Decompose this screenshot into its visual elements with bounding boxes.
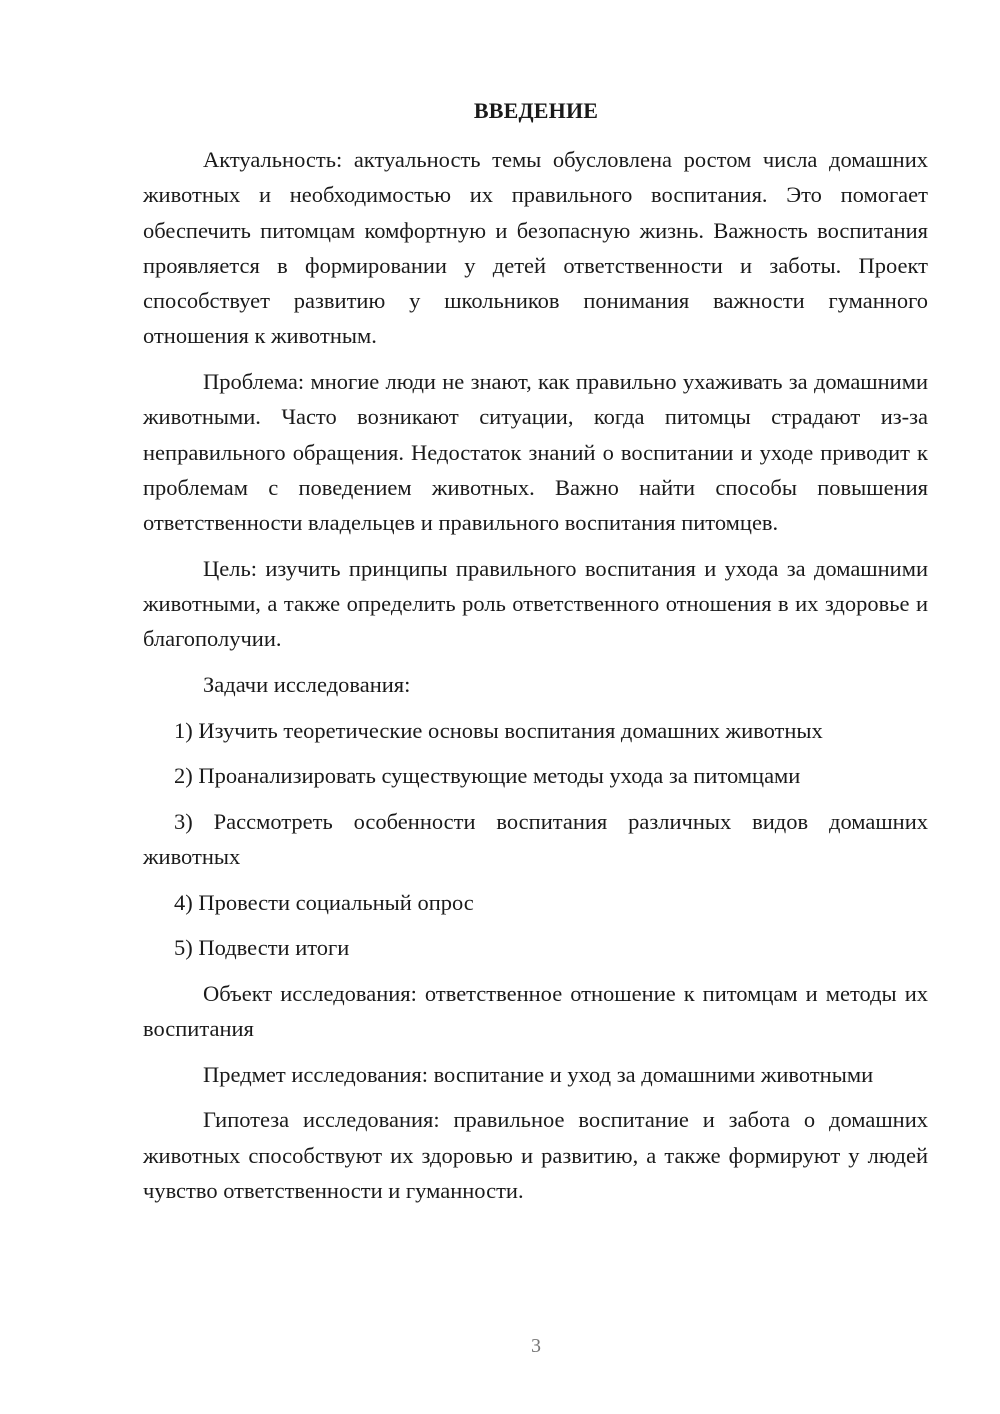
- problem-paragraph: Проблема: многие люди не знают, как правильно ухаживать за домашними животными. Часто возникают ситуации, когда питомцы страдают из-за неправильного обращения. Недостаток знаний о воспитании и уходе приводит к проблемам с поведением животных. Важно найти способы повышения ответственности владельцев и правильного воспитания питомцев.: [143, 369, 928, 536]
- page-number: 3: [531, 1335, 541, 1357]
- task-item: 5) Подвести итоги: [174, 935, 350, 961]
- task-item: 1) Изучить теоретические основы воспитания домашних животных: [174, 717, 823, 743]
- subject-paragraph: Предмет исследования: воспитание и уход за домашними животными: [203, 1061, 874, 1087]
- goal-paragraph: Цель: изучить принципы правильного воспитания и ухода за домашними животными, а также определить роль ответственного отношения в их здоровье и благополучии.: [143, 555, 928, 652]
- relevance-paragraph: Актуальность: актуальность темы обусловлена ростом числа домашних животных и необходимостью их правильного воспитания. Это помогает обеспечить питомцам комфортную и безопасную жизнь. Важность воспитания проявляется в формировании у детей ответственности и заботы. Проект способствует развитию у школьников понимания важности гуманного отношения к животным.: [143, 147, 928, 349]
- document-body: [143, 142, 928, 1208]
- object-paragraph: Объект исследования: ответственное отношение к питомцам и методы их воспитания: [143, 980, 928, 1042]
- task-item: 2) Проанализировать существующие методы ухода за питомцами: [174, 763, 801, 789]
- hypothesis-paragraph: Гипотеза исследования: правильное воспитание и забота о домашних животных способствуют их здоровью и развитию, а также формируют у людей чувство ответственности и гуманности.: [143, 1107, 928, 1203]
- section-heading: ВВЕДЕНИЕ: [473, 98, 599, 123]
- tasks-heading: Задачи исследования:: [203, 672, 411, 698]
- task-item: 3) Рассмотреть особенности воспитания различных видов домашних животных: [143, 808, 928, 870]
- task-item: 4) Провести социальный опрос: [174, 889, 474, 915]
